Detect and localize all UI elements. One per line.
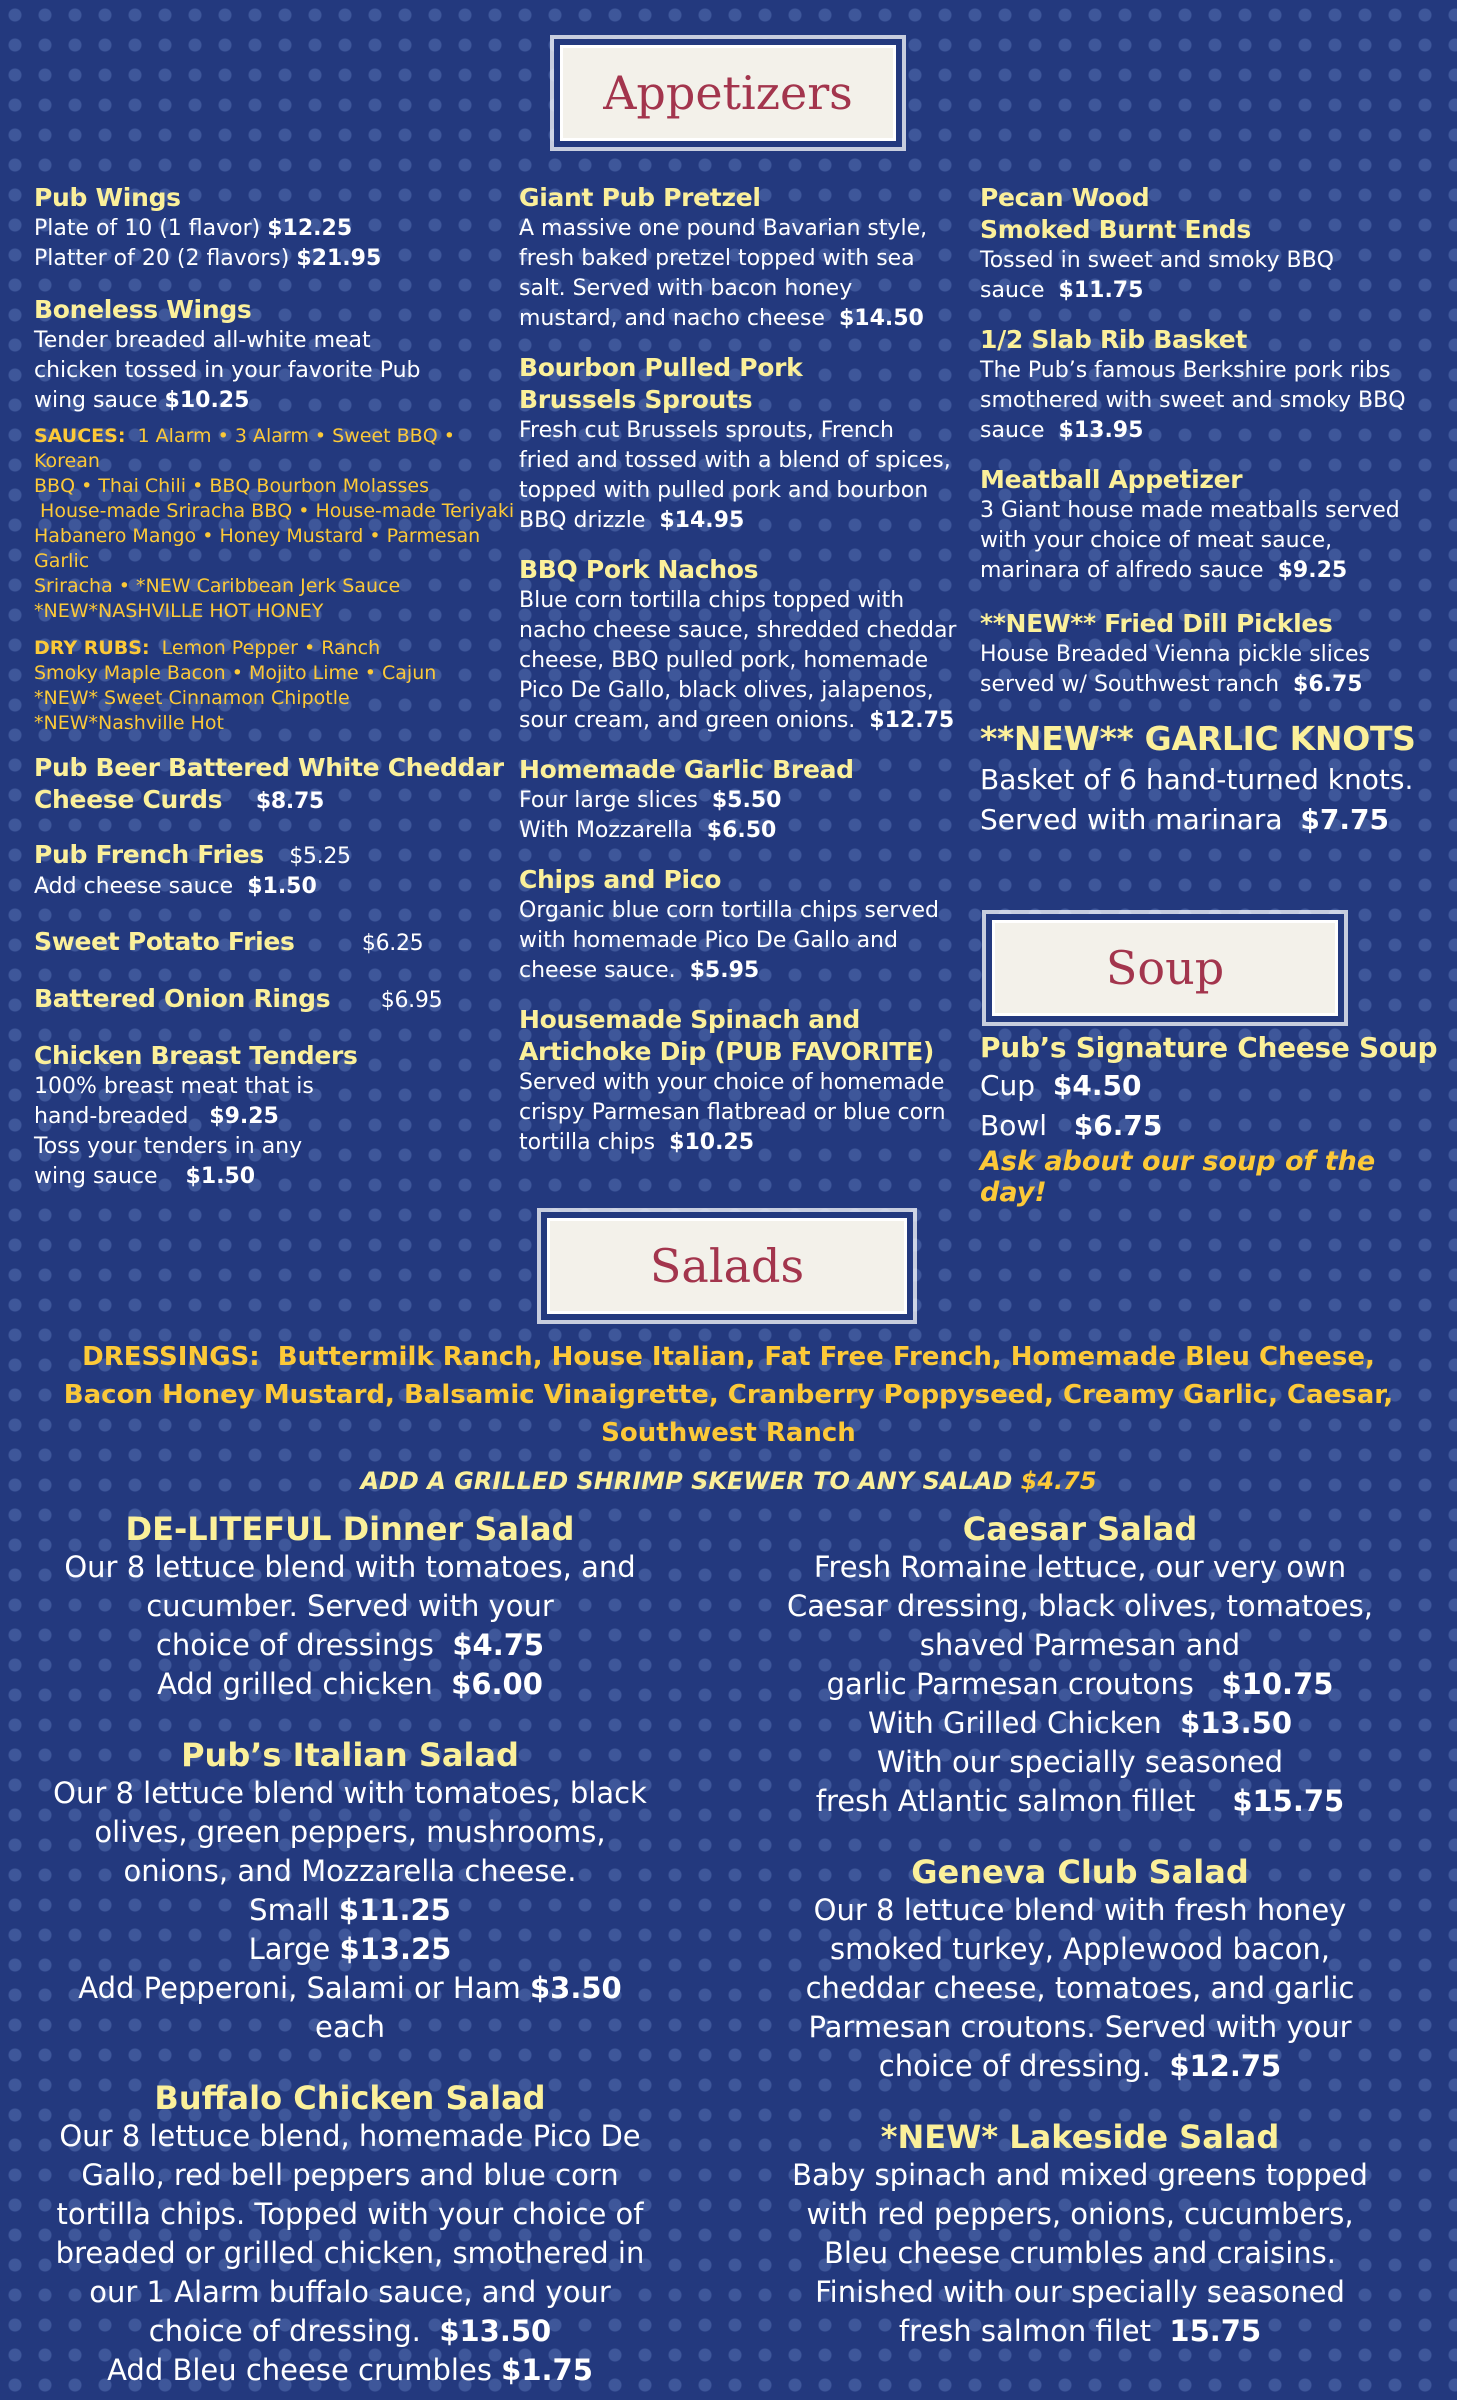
col1-pub-wings-l1: Plate of 10 (1 flavor) bbox=[34, 216, 261, 241]
menu-item-chips-and-pico bbox=[519, 864, 979, 986]
salads-left-buffalo-l5: our 1 Alarm buffalo sauce, and your bbox=[89, 2275, 611, 2309]
col1-sauces-3: Habanero Mango • Honey Mustard • Parmesan Garlic bbox=[34, 525, 481, 572]
salads-left-buffalo-p7: $1.75 bbox=[501, 2353, 593, 2387]
appetizers-column-1 bbox=[34, 182, 514, 1212]
col3-pecan-l2: sauce bbox=[980, 278, 1045, 303]
menu-item-sweet-potato-fries bbox=[34, 926, 514, 959]
col3-pecan-l1: Tossed in sweet and smoky BBQ bbox=[980, 248, 1334, 273]
col2-brussels-t1: Bourbon Pulled Pork bbox=[519, 353, 803, 382]
col3-pecan-t2: Smoked Burnt Ends bbox=[980, 215, 1251, 244]
col1-rubs-1: Smoky Maple Bacon • Mojito Lime • Cajun bbox=[34, 662, 437, 684]
col2-pretzel-l4: mustard, and nacho cheese bbox=[519, 306, 825, 331]
col2-dip-l1: Served with your choice of homemade bbox=[519, 1070, 945, 1095]
col1-boneless-p: $10.25 bbox=[164, 388, 250, 413]
appetizers-title: Appetizers bbox=[603, 66, 853, 120]
col1-sauces-4: Sriracha • *NEW Caribbean Jerk Sauce bbox=[34, 575, 401, 597]
col3-meatball-l1: 3 Giant house made meatballs served bbox=[980, 498, 1400, 523]
menu-item-onion-rings bbox=[34, 983, 514, 1016]
salads-right-lakeside-l2: with red peppers, onions, cucumbers, bbox=[806, 2197, 1354, 2231]
col2-dip-l3: tortilla chips bbox=[519, 1130, 656, 1155]
col2-nachos-l4: Pico De Gallo, black olives, jalapenos, bbox=[519, 678, 934, 703]
col2-pretzel-p: $14.50 bbox=[838, 306, 924, 331]
dressings-l2: Bacon Honey Mustard, Balsamic Vinaigrette, Cranberry Poppyseed, Creamy Garlic, Caesar, bbox=[63, 1380, 1394, 1410]
menu-item-cheese-curds bbox=[34, 752, 514, 817]
salads-left-italian-title: Pub’s Italian Salad bbox=[181, 1736, 519, 1774]
col2-brussels-l3: topped with pulled pork and bourbon bbox=[519, 478, 929, 503]
col3-soup-cup: Cup bbox=[980, 1069, 1036, 1102]
menu-item-pretzel bbox=[519, 182, 979, 334]
col3-pickles-l2: served w/ Southwest ranch bbox=[980, 672, 1280, 697]
col2-nachos-p: $12.75 bbox=[869, 708, 955, 733]
salads-left-buffalo-l3: tortilla chips. Topped with your choice of bbox=[56, 2197, 644, 2231]
dressings-l3: Southwest Ranch bbox=[601, 1418, 856, 1448]
salads-right-caesar-p7: $15.75 bbox=[1232, 1784, 1345, 1818]
salads-left-italian-l4: Small bbox=[249, 1893, 330, 1927]
appetizers-banner bbox=[560, 45, 896, 141]
salads-left-italian-l2: olives, green peppers, mushrooms, bbox=[94, 1815, 606, 1849]
soup-section bbox=[980, 1030, 1450, 1208]
col3-soup-bowl-p: $6.75 bbox=[1073, 1109, 1163, 1142]
salads-right-caesar-title: Caesar Salad bbox=[962, 1510, 1198, 1548]
col2-brussels-l4: BBQ drizzle bbox=[519, 508, 646, 533]
menu-item-french-fries bbox=[34, 839, 514, 902]
salad-italian bbox=[40, 1736, 660, 2047]
menu-item-chicken-tenders bbox=[34, 1040, 514, 1192]
col2-brussels-t2: Brussels Sprouts bbox=[519, 385, 753, 414]
salads-left-italian-l1: Our 8 lettuce blend with tomatoes, black bbox=[53, 1776, 647, 1810]
salads-right-caesar-p4: $10.75 bbox=[1221, 1667, 1334, 1701]
col2-chips-l3: cheese sauce. bbox=[519, 958, 676, 983]
col1-rubs-label: DRY RUBS: bbox=[34, 637, 150, 659]
sauces-list bbox=[34, 424, 514, 624]
col2-pretzel-title: Giant Pub Pretzel bbox=[519, 183, 761, 212]
salads-left-buffalo-l7: Add Bleu cheese crumbles bbox=[107, 2353, 492, 2387]
salads-left-buffalo-title: Buffalo Chicken Salad bbox=[154, 2079, 546, 2117]
col2-chips-p: $5.95 bbox=[689, 958, 760, 983]
salads-right-lakeside-l5: fresh salmon filet bbox=[898, 2314, 1151, 2348]
salads-right-column bbox=[770, 1510, 1390, 2351]
col3-meatball-l3: marinara of alfredo sauce bbox=[980, 558, 1264, 583]
dressings-label: DRESSINGS: bbox=[82, 1342, 260, 1372]
col3-soup-bowl: Bowl bbox=[980, 1109, 1048, 1142]
salads-right-caesar-l3: shaved Parmesan and bbox=[919, 1628, 1241, 1662]
col3-meatball-p: $9.25 bbox=[1277, 558, 1348, 583]
col3-pickles-p: $6.75 bbox=[1293, 672, 1363, 697]
col1-sauces-5: *NEW*NASHVILLE HOT HONEY bbox=[34, 600, 324, 622]
salads-left-italian-l3: onions, and Mozzarella cheese. bbox=[123, 1854, 577, 1888]
col2-pretzel-l1: A massive one pound Bavarian style, bbox=[519, 216, 928, 241]
col2-garlic-l2: With Mozzarella bbox=[519, 818, 693, 843]
salads-left-buffalo-l2: Gallo, red bell peppers and blue corn bbox=[81, 2158, 619, 2192]
col3-pickles-title: **NEW** Fried Dill Pickles bbox=[980, 609, 1333, 638]
salads-right-lakeside-l4: Finished with our specially seasoned bbox=[815, 2275, 1345, 2309]
col1-pub-wings-p2: $21.95 bbox=[296, 246, 382, 271]
menu-item-spinach-dip bbox=[519, 1004, 979, 1158]
salads-left-italian-p5: $13.25 bbox=[339, 1932, 452, 1966]
col1-tenders-title: Chicken Breast Tenders bbox=[34, 1041, 358, 1070]
salad-geneva-club bbox=[770, 1853, 1390, 2086]
col1-tenders-l1: 100% breast meat that is bbox=[34, 1074, 314, 1099]
col3-meatball-title: Meatball Appetizer bbox=[980, 465, 1243, 494]
col1-sauces-0: 1 Alarm • 3 Alarm • Sweet BBQ • Korean bbox=[34, 425, 455, 472]
menu-item-burnt-ends bbox=[980, 182, 1450, 306]
col1-tenders-l4: wing sauce bbox=[34, 1164, 158, 1189]
col1-rubs-2: *NEW* Sweet Cinnamon Chipotle bbox=[34, 687, 350, 709]
menu-item-pub-wings bbox=[34, 182, 514, 274]
col1-fries-title: Pub French Fries bbox=[34, 840, 265, 869]
col2-dip-t2: Artichoke Dip (PUB FAVORITE) bbox=[519, 1037, 935, 1066]
col3-rib-l3: sauce bbox=[980, 418, 1045, 443]
col1-pub-wings-title: Pub Wings bbox=[34, 183, 181, 212]
col1-sauces-2: House-made Sriracha BBQ • House-made Teriyaki bbox=[34, 500, 515, 522]
col3-rib-l1: The Pub’s famous Berkshire pork ribs bbox=[980, 358, 1391, 383]
col1-rubs-3: *NEW*Nashville Hot bbox=[34, 712, 224, 734]
col3-meatball-l2: with your choice of meat sauce, bbox=[980, 528, 1333, 553]
salads-right-geneva-l5: choice of dressing. bbox=[878, 2049, 1151, 2083]
col1-pub-wings-p1: $12.25 bbox=[267, 216, 353, 241]
soup-title: Soup bbox=[1105, 941, 1225, 995]
col1-sauces-1: BBQ • Thai Chili • BBQ Bourbon Molasses bbox=[34, 475, 430, 497]
salads-right-geneva-l2: smoked turkey, Applewood bacon, bbox=[829, 1932, 1331, 1966]
menu-item-meatball bbox=[980, 464, 1450, 586]
appetizers-column-3 bbox=[980, 182, 1450, 860]
salads-right-geneva-title: Geneva Club Salad bbox=[911, 1853, 1249, 1891]
col1-boneless-l3: wing sauce bbox=[34, 388, 158, 413]
soup-banner bbox=[992, 920, 1338, 1016]
col1-tenders-l3: Toss your tenders in any bbox=[34, 1134, 303, 1159]
col2-brussels-l1: Fresh cut Brussels sprouts, French bbox=[519, 418, 894, 443]
salads-right-caesar-l2: Caesar dressing, black olives, tomatoes, bbox=[787, 1589, 1373, 1623]
salad-buffalo-chicken bbox=[40, 2079, 660, 2390]
col2-pretzel-l2: fresh baked pretzel topped with sea bbox=[519, 246, 915, 271]
col3-soup-title: Pub’s Signature Cheese Soup bbox=[980, 1031, 1438, 1064]
col3-knots-title: **NEW** GARLIC KNOTS bbox=[980, 719, 1416, 758]
col2-dip-l2: crispy Parmesan flatbread or blue corn bbox=[519, 1100, 946, 1125]
salads-left-buffalo-l6: choice of dressing. bbox=[148, 2314, 421, 2348]
col3-knots-l1: Basket of 6 hand-turned knots. bbox=[980, 763, 1414, 796]
col2-brussels-p: $14.95 bbox=[659, 508, 745, 533]
col2-garlic-l1: Four large slices bbox=[519, 788, 698, 813]
salads-right-caesar-l5: With Grilled Chicken bbox=[867, 1706, 1162, 1740]
menu-item-rib-basket bbox=[980, 324, 1450, 446]
col1-fries-l1: Add cheese sauce bbox=[34, 874, 234, 899]
col1-rings-title: Battered Onion Rings bbox=[34, 984, 331, 1013]
salads-right-caesar-l4: garlic Parmesan croutons bbox=[826, 1667, 1194, 1701]
appetizers-column-2 bbox=[519, 182, 979, 1178]
col1-curds-t1: Pub Beer Battered White Cheddar bbox=[34, 753, 504, 782]
salad-caesar bbox=[770, 1510, 1390, 1821]
salads-left-italian-p4: $11.25 bbox=[338, 1893, 451, 1927]
col1-tenders-p2: $1.50 bbox=[185, 1164, 256, 1189]
salads-right-lakeside-title: *NEW* Lakeside Salad bbox=[880, 2118, 1280, 2156]
salads-banner bbox=[547, 1218, 907, 1314]
salads-left-italian-p6: $3.50 bbox=[529, 1971, 622, 2005]
salads-right-lakeside-l1: Baby spinach and mixed greens topped bbox=[792, 2158, 1368, 2192]
col2-chips-l2: with homemade Pico De Gallo and bbox=[519, 928, 898, 953]
col3-knots-l2: Served with marinara bbox=[980, 803, 1283, 836]
menu-item-bbq-nachos bbox=[519, 554, 979, 736]
salads-right-lakeside-l3: Bleu cheese crumbles and craisins. bbox=[823, 2236, 1337, 2270]
salad-lakeside bbox=[770, 2118, 1390, 2351]
col1-boneless-l2: chicken tossed in your favorite Pub bbox=[34, 358, 421, 383]
col2-dip-p: $10.25 bbox=[669, 1130, 755, 1155]
salads-right-lakeside-p5: 15.75 bbox=[1169, 2314, 1262, 2348]
col2-nachos-l2: nacho cheese sauce, shredded cheddar bbox=[519, 618, 957, 643]
col1-fries-p1: $1.50 bbox=[247, 874, 317, 899]
menu-item-garlic-bread bbox=[519, 754, 979, 846]
col3-soup-cup-p: $4.50 bbox=[1052, 1069, 1142, 1102]
col2-chips-title: Chips and Pico bbox=[519, 865, 722, 894]
col2-garlic-p2: $6.50 bbox=[706, 818, 777, 843]
dressings-list bbox=[0, 1338, 1457, 1452]
menu-item-garlic-knots bbox=[980, 718, 1450, 840]
col1-tenders-l2: hand-breaded bbox=[34, 1104, 189, 1129]
col2-pretzel-l3: salt. Served with bacon honey bbox=[519, 276, 853, 301]
col1-rubs-0: Lemon Pepper • Ranch bbox=[161, 637, 381, 659]
salads-left-buffalo-l1: Our 8 lettuce blend, homemade Pico De bbox=[59, 2119, 641, 2153]
col2-nachos-title: BBQ Pork Nachos bbox=[519, 555, 759, 584]
shrimp-text: ADD A GRILLED SHRIMP SKEWER TO ANY SALAD bbox=[360, 1467, 1013, 1495]
col3-pickles-l1: House Breaded Vienna pickle slices bbox=[980, 642, 1370, 667]
salads-left-buffalo-l4: breaded or grilled chicken, smothered in bbox=[55, 2236, 645, 2270]
col1-tenders-p: $9.25 bbox=[209, 1104, 279, 1129]
salads-right-caesar-l7: fresh Atlantic salmon fillet bbox=[815, 1784, 1196, 1818]
col1-curds-t2: Cheese Curds bbox=[34, 785, 223, 814]
col1-sauces-label: SAUCES: bbox=[34, 425, 126, 447]
salads-right-geneva-l3: cheddar cheese, tomatoes, and garlic bbox=[805, 1971, 1355, 2005]
col2-dip-t1: Housemade Spinach and bbox=[519, 1005, 860, 1034]
col1-sweet-p: $6.25 bbox=[361, 931, 424, 956]
col1-boneless-title: Boneless Wings bbox=[34, 295, 252, 324]
shrimp-p: $4.75 bbox=[1020, 1467, 1097, 1495]
col2-garlic-p1: $5.50 bbox=[711, 788, 782, 813]
menu-item-fried-pickles bbox=[980, 608, 1450, 700]
shrimp-skewer-note bbox=[0, 1464, 1457, 1498]
col1-pub-wings-l2: Platter of 20 (2 flavors) bbox=[34, 246, 290, 271]
col1-rings-p: $6.95 bbox=[380, 988, 443, 1013]
col3-pecan-p: $11.75 bbox=[1058, 278, 1144, 303]
col3-knots-p: $7.75 bbox=[1300, 803, 1389, 836]
salads-right-caesar-l1: Fresh Romaine lettuce, our very own bbox=[813, 1550, 1347, 1584]
col2-nachos-l5: sour cream, and green onions. bbox=[519, 708, 856, 733]
salads-left-deliteful-l2: cucumber. Served with your bbox=[146, 1589, 554, 1623]
menu-item-boneless-wings bbox=[34, 294, 514, 416]
col3-rib-l2: smothered with sweet and smoky BBQ bbox=[980, 388, 1406, 413]
salads-title: Salads bbox=[649, 1239, 805, 1293]
col2-chips-l1: Organic blue corn tortilla chips served bbox=[519, 898, 939, 923]
col3-rib-p: $13.95 bbox=[1058, 418, 1144, 443]
col1-boneless-l1: Tender breaded all-white meat bbox=[34, 328, 371, 353]
col2-nachos-l1: Blue corn tortilla chips topped with bbox=[519, 588, 905, 613]
salads-right-geneva-p5: $12.75 bbox=[1169, 2049, 1282, 2083]
col1-sweet-title: Sweet Potato Fries bbox=[34, 927, 295, 956]
salads-left-italian-l6: Add Pepperoni, Salami or Ham bbox=[78, 1971, 521, 2005]
dressings-l1: Buttermilk Ranch, House Italian, Fat Free French, Homemade Bleu Cheese, bbox=[277, 1342, 1375, 1372]
menu-item-brussels-sprouts bbox=[519, 352, 979, 536]
col2-garlic-title: Homemade Garlic Bread bbox=[519, 755, 854, 784]
soup-of-the-day-note: Ask about our soup of the day! bbox=[980, 1146, 1376, 1208]
dry-rubs-list bbox=[34, 636, 514, 736]
salads-left-deliteful-l4: Add grilled chicken bbox=[157, 1667, 433, 1701]
salads-right-caesar-p5: $13.50 bbox=[1180, 1706, 1293, 1740]
salads-left-deliteful-p3: $4.75 bbox=[452, 1628, 545, 1662]
salads-left-italian-l6b: each bbox=[315, 2010, 385, 2044]
col2-nachos-l3: cheese, BBQ pulled pork, homemade bbox=[519, 648, 929, 673]
col2-brussels-l2: fried and tossed with a blend of spices, bbox=[519, 448, 951, 473]
salad-deliteful bbox=[40, 1510, 660, 1704]
salads-right-geneva-l4: Parmesan croutons. Served with your bbox=[808, 2010, 1352, 2044]
col1-fries-p: $5.25 bbox=[289, 844, 351, 869]
salads-left-italian-l5: Large bbox=[248, 1932, 331, 1966]
salads-right-geneva-l1: Our 8 lettuce blend with fresh honey bbox=[813, 1893, 1347, 1927]
salads-left-column bbox=[40, 1510, 660, 2390]
col3-pecan-t1: Pecan Wood bbox=[980, 183, 1150, 212]
col1-curds-p: $8.75 bbox=[255, 789, 324, 814]
col3-rib-title: 1/2 Slab Rib Basket bbox=[980, 325, 1248, 354]
salads-left-deliteful-p4: $6.00 bbox=[451, 1667, 543, 1701]
salads-left-deliteful-title: DE-LITEFUL Dinner Salad bbox=[125, 1510, 575, 1548]
salads-left-deliteful-l3: choice of dressings bbox=[155, 1628, 434, 1662]
salads-left-deliteful-l1: Our 8 lettuce blend with tomatoes, and bbox=[64, 1550, 636, 1584]
salads-left-buffalo-p6: $13.50 bbox=[439, 2314, 552, 2348]
salads-right-caesar-l6: With our specially seasoned bbox=[876, 1745, 1284, 1779]
